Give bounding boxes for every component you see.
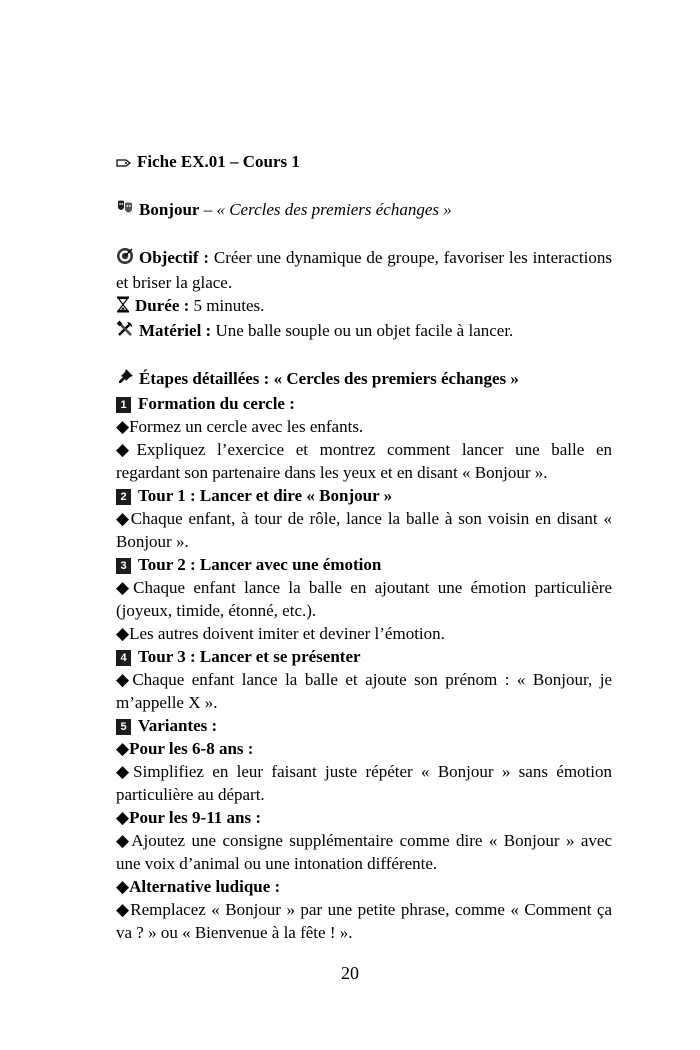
list-item-text: Chaque enfant, à tour de rôle, lance la balle à son voisin en disant « Bonjour ». xyxy=(116,509,612,551)
step-5-heading xyxy=(90,714,612,737)
pushpin-icon xyxy=(116,368,134,392)
step-4-heading xyxy=(90,645,612,668)
step-number-badge: 2 xyxy=(116,489,131,505)
material-line xyxy=(90,319,612,344)
steps-title: Étapes détaillées : « Cercles des premiers échanges » xyxy=(139,369,519,388)
variant-heading xyxy=(90,875,612,898)
bullet-diamond-icon: ◆ xyxy=(116,808,130,827)
variant-title: Pour les 6-8 ans : xyxy=(129,739,254,758)
material-label: Matériel : xyxy=(139,321,212,340)
list-item-text: Expliquez l’exercice et montrez comment lancer une balle en regardant son partenaire dans les yeux et en disant « Bonjour ». xyxy=(116,440,612,482)
step-1-heading xyxy=(90,392,612,415)
list-item-text: Simplifiez en leur faisant juste répéter « Bonjour » sans émotion particulière au départ. xyxy=(116,762,612,804)
variant-title: Alternative ludique : xyxy=(129,877,281,896)
list-item xyxy=(90,898,612,944)
bullet-diamond-icon: ◆ xyxy=(116,877,130,896)
bullet-diamond-icon: ◆ xyxy=(116,762,134,781)
step-title: Variantes : xyxy=(138,716,218,735)
step-title: Tour 3 : Lancer et se présenter xyxy=(138,647,361,666)
activity-separator: – xyxy=(199,200,217,219)
step-title: Tour 2 : Lancer avec une émotion xyxy=(138,555,382,574)
duration-text: 5 minutes. xyxy=(189,296,265,315)
list-item xyxy=(90,415,612,438)
activity-subtitle: « Cercles des premiers échanges » xyxy=(216,200,452,219)
bullet-diamond-icon: ◆ xyxy=(116,509,131,528)
step-number-badge: 5 xyxy=(116,719,131,735)
bullet-diamond-icon: ◆ xyxy=(116,440,137,459)
step-number-badge: 4 xyxy=(116,650,131,666)
objective-label: Objectif : xyxy=(139,248,210,267)
list-item xyxy=(90,668,612,714)
activity-line xyxy=(90,198,612,223)
bullet-diamond-icon: ◆ xyxy=(116,670,133,689)
material-text: Une balle souple ou un objet facile à lancer. xyxy=(211,321,514,340)
step-2-heading xyxy=(90,484,612,507)
activity-name: Bonjour xyxy=(139,200,200,219)
list-item xyxy=(90,576,612,622)
steps-title-line xyxy=(90,367,612,392)
duration-line xyxy=(90,294,612,319)
list-item xyxy=(90,507,612,553)
fiche-title: Fiche EX.01 – Cours 1 xyxy=(137,152,300,171)
list-item-text: Formez un cercle avec les enfants. xyxy=(129,417,364,436)
list-item xyxy=(90,438,612,484)
list-item-text: Les autres doivent imiter et deviner l’émotion. xyxy=(129,624,445,643)
tools-icon xyxy=(116,320,134,344)
hourglass-icon xyxy=(116,296,130,319)
list-item-text: Remplacez « Bonjour » par une petite phrase, comme « Comment ça va ? » ou « Bienvenue à la fête ! ». xyxy=(116,900,612,942)
list-item xyxy=(90,622,612,645)
step-title: Tour 1 : Lancer et dire « Bonjour » xyxy=(138,486,393,505)
list-item xyxy=(90,760,612,806)
list-item-text: Ajoutez une consigne supplémentaire comme dire « Bonjour » avec une voix d’animal ou une intonation différente. xyxy=(116,831,612,873)
list-item-text: Chaque enfant lance la balle et ajoute son prénom : « Bonjour, je m’appelle X ». xyxy=(116,670,612,712)
variant-heading xyxy=(90,806,612,829)
bullet-diamond-icon: ◆ xyxy=(116,624,130,643)
page-text xyxy=(90,150,612,944)
bullet-diamond-icon: ◆ xyxy=(116,739,130,758)
bullet-diamond-icon: ◆ xyxy=(116,831,132,850)
fiche-title-line xyxy=(90,150,612,175)
list-item-text: Chaque enfant lance la balle en ajoutant une émotion particulière (joyeux, timide, étonné, etc.). xyxy=(116,578,612,620)
bullet-diamond-icon: ◆ xyxy=(116,900,131,919)
list-item xyxy=(90,829,612,875)
label-tag-icon xyxy=(116,152,132,175)
step-3-heading xyxy=(90,553,612,576)
target-icon xyxy=(116,247,134,271)
duration-label: Durée : xyxy=(135,296,190,315)
variant-heading xyxy=(90,737,612,760)
step-title: Formation du cercle : xyxy=(138,394,295,413)
step-number-badge: 1 xyxy=(116,397,131,413)
variant-title: Pour les 9-11 ans : xyxy=(129,808,261,827)
objective-text: Créer une dynamique de groupe, favoriser les interactions et briser la glace. xyxy=(116,248,612,292)
bullet-diamond-icon: ◆ xyxy=(116,578,134,597)
masks-icon xyxy=(116,199,134,223)
bullet-diamond-icon: ◆ xyxy=(116,417,130,436)
objective-paragraph xyxy=(90,246,612,294)
step-number-badge: 3 xyxy=(116,558,131,574)
page-number: 20 xyxy=(341,963,359,983)
